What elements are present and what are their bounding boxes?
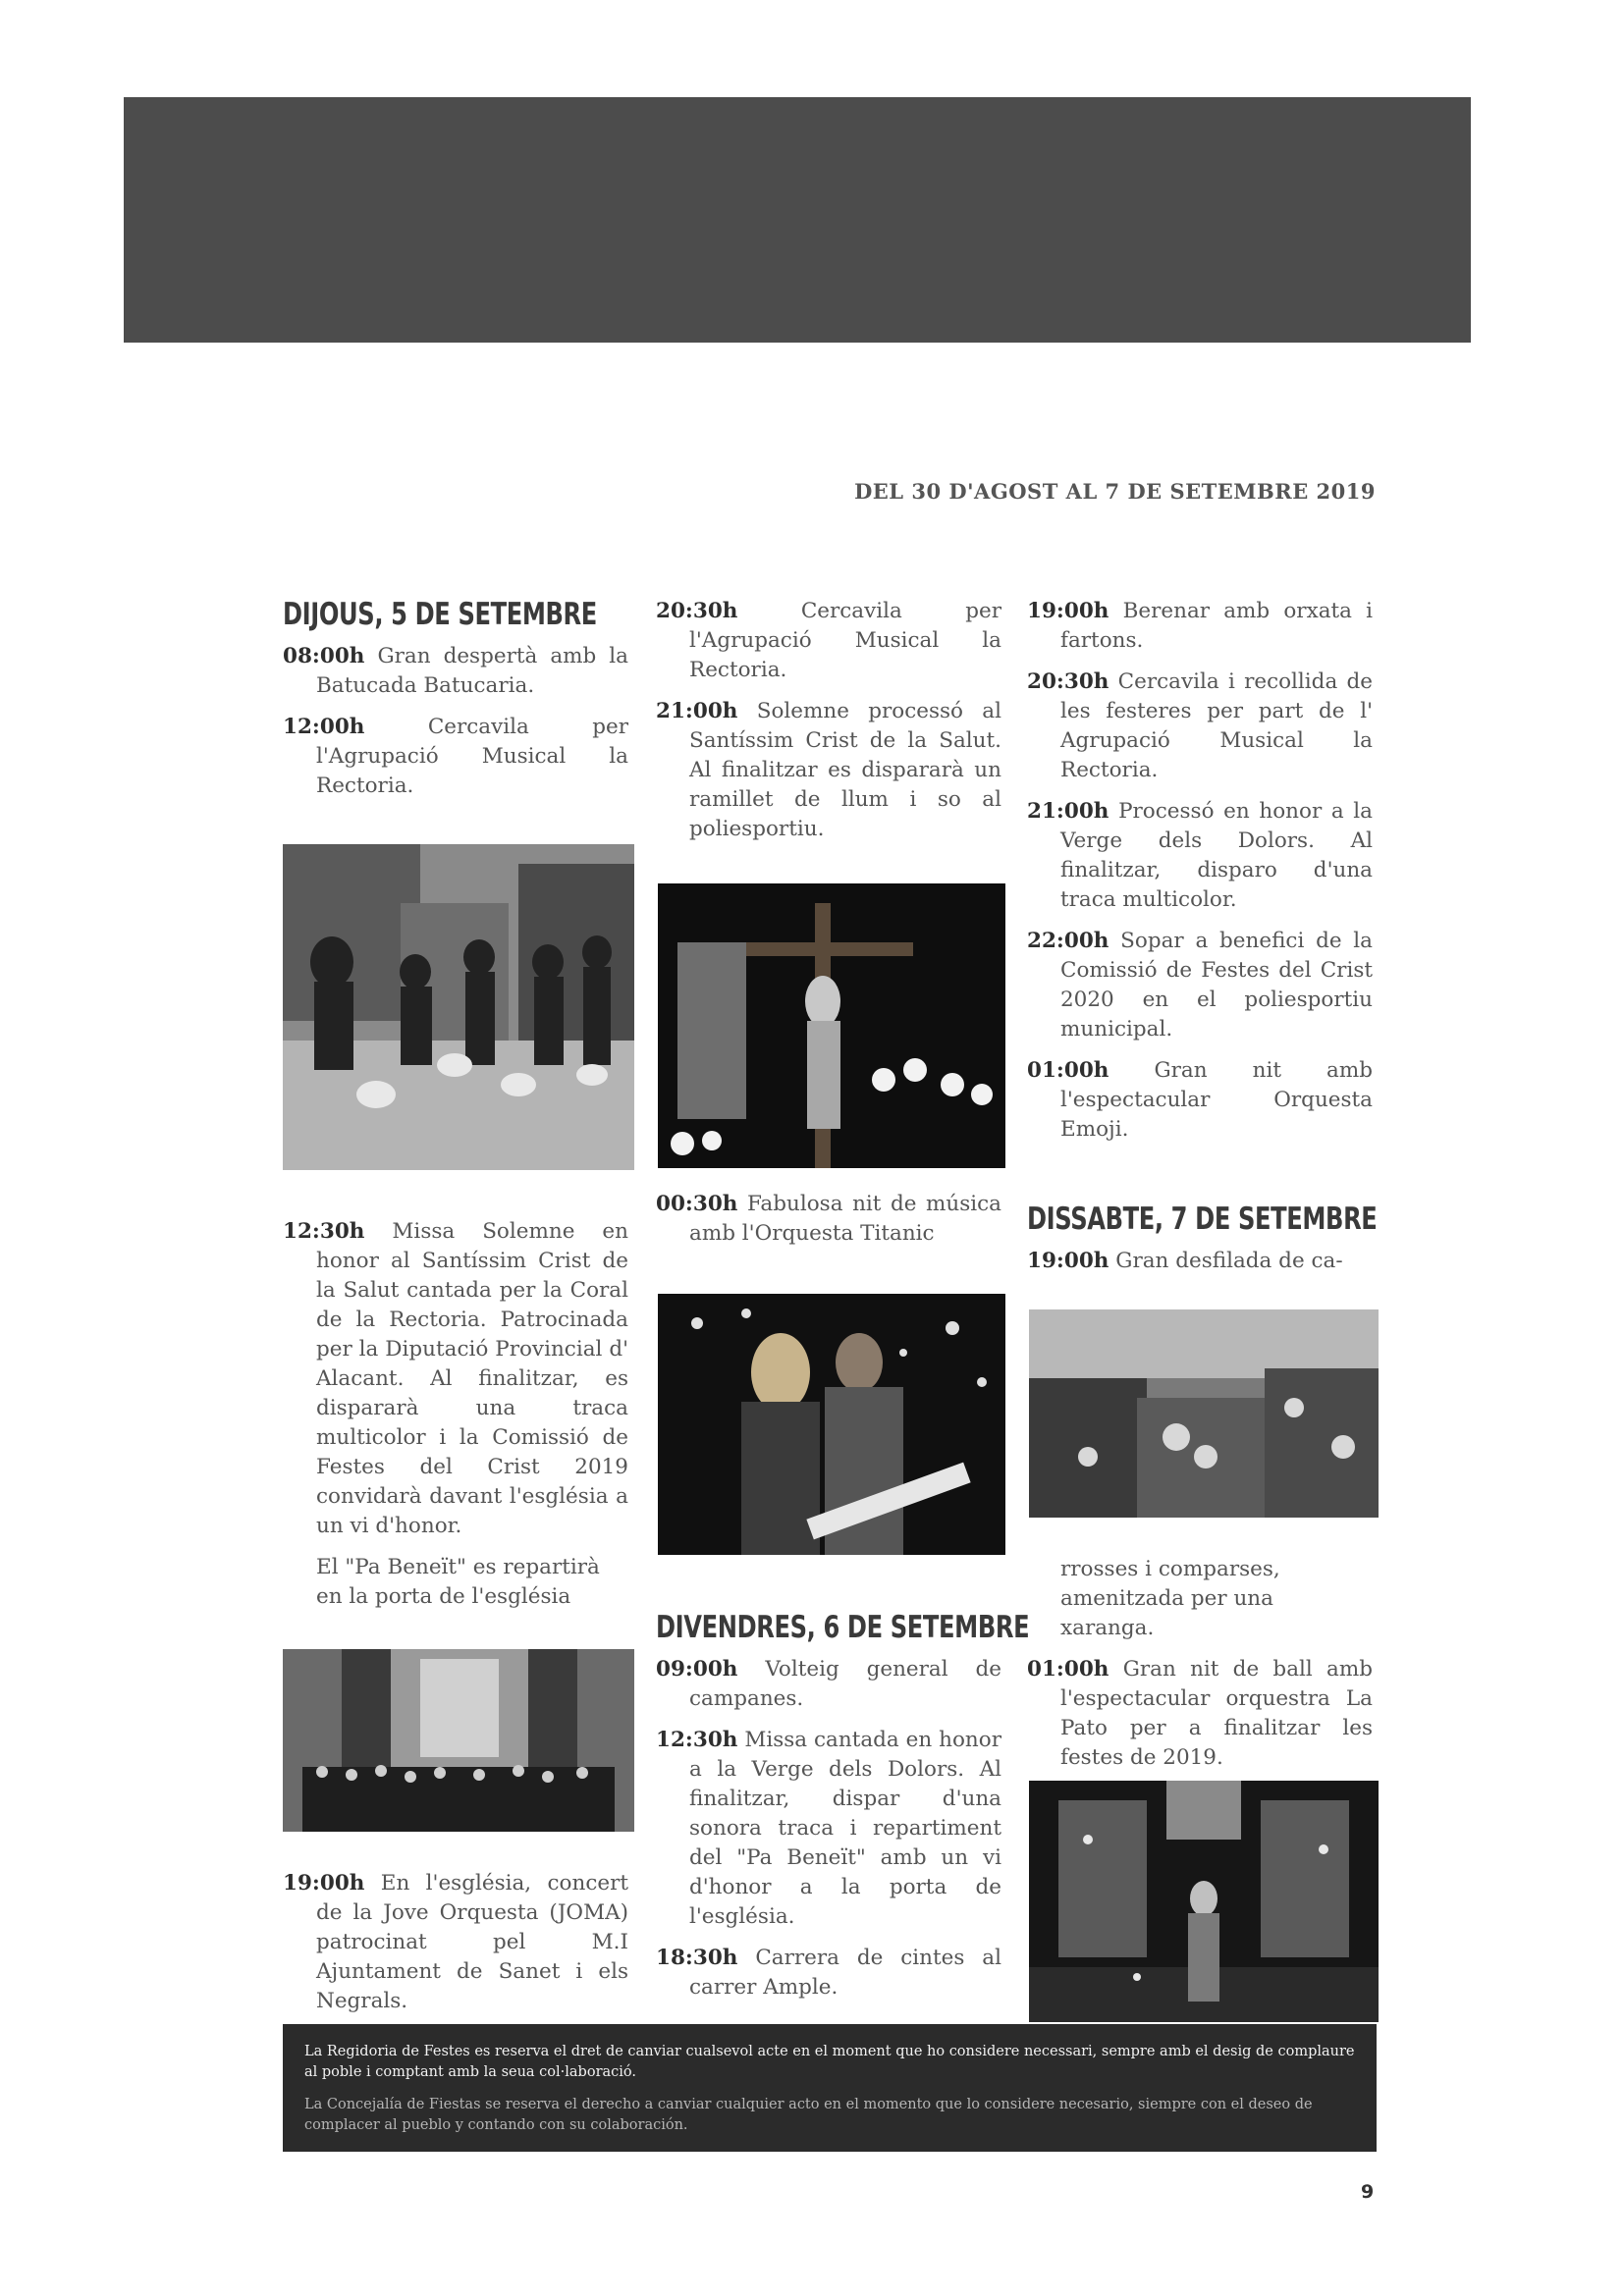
column-thursday-last: [283, 1869, 628, 2028]
event-item: 20:30h Cercavila i recollida de les festeres per part de l' Agrupació Musical la Rectoria.: [1027, 669, 1373, 782]
column-saturday-continued: [1027, 1555, 1373, 1785]
event-item: 20:30h Cercavila per l'Agrupació Musical la Rectoria.: [656, 599, 1001, 682]
event-item: 01:00h Gran nit amb l'espectacular Orquesta Emoji.: [1027, 1058, 1373, 1142]
event-item: 19:00h En l'església, concert de la Jove Orquesta (JOMA) patrocinat pel M.I Ajuntament de Sanet i els Negrals.: [283, 1871, 628, 2013]
column-thursday-evening: [656, 597, 1001, 856]
photo-crucifix: [658, 883, 1005, 1168]
event-item: 22:00h Sopar a benefici de la Comissió de Festes del Crist 2020 en el poliesportiu municipal.: [1027, 929, 1373, 1041]
photo-parade-floats: [1029, 1309, 1379, 1518]
event-item: 18:30h Carrera de cintes al carrer Ample.: [656, 1946, 1001, 2000]
column-friday-night: [656, 1190, 1001, 1260]
event-item: 12:30h Missa cantada en honor a la Verge dels Dolors. Al finalitzar, dispar d'una sonora traca i repartiment del "Pa Beneït" amb un vi d'honor a la porta de l'església.: [656, 1728, 1001, 1929]
event-item: 00:30h Fabulosa nit de música amb l'Orquesta Titanic: [656, 1192, 1001, 1246]
date-range: DEL 30 D'AGOST AL 7 DE SETEMBRE 2019: [854, 479, 1376, 504]
photo-church-choir: [283, 1649, 634, 1832]
disclaimer-box: [283, 2024, 1377, 2152]
day-heading-friday: DIVENDRES, 6 DE SETEMBRE: [656, 1610, 1030, 1645]
disclaimer-valencian: La Regidoria de Festes es reserva el dret de canviar cualsevol acte en el moment que ho considere necessari, sempre amb el desig de complaure al poble i comptant amb la seua col·laboració.: [304, 2044, 1355, 2080]
column-thursday: [283, 597, 628, 813]
photo-orchestra-titanic: [658, 1294, 1005, 1555]
page-number: 9: [1361, 2181, 1375, 2203]
day-heading-saturday: DISSABTE, 7 DE SETEMBRE: [1027, 1201, 1378, 1237]
event-continuation: rrosses i comparses, amenitzada per una xaranga.: [1060, 1557, 1280, 1640]
disclaimer-spanish: La Concejalía de Fiestas se reserva el derecho a canviar cualquier acto en el momento que lo considere necesario, siempre con el deseo de complacer al pueblo y contando con su colaboración.: [304, 2097, 1313, 2133]
event-item: 19:00h Gran desfilada de ca-: [1027, 1249, 1343, 1273]
event-item: 08:00h Gran despertà amb la Batucada Batucaria.: [283, 644, 628, 698]
photo-batucada: [283, 844, 634, 1170]
event-item: 09:00h Volteig general de campanes.: [656, 1657, 1002, 1711]
day-heading-thursday: DIJOUS, 5 DE SETEMBRE: [283, 597, 597, 632]
event-item: 21:00h Processó en honor a la Verge dels Dolors. Al finalitzar, disparo d'una traca multicolor.: [1027, 799, 1373, 912]
column-saturday: [1027, 1201, 1378, 1288]
photo-orchestra-la-pato: [1029, 1781, 1379, 2022]
event-item: 19:00h Berenar amb orxata i fartons.: [1027, 599, 1374, 653]
event-item: 21:00h Solemne processó al Santíssim Crist de la Salut. Al finalitzar es dispararà un ramillet de llum i so al poliesportiu.: [656, 699, 1001, 841]
header-banner: [124, 97, 1471, 343]
column-friday: [656, 1610, 1030, 2014]
event-item: 12:00h Cercavila per l'Agrupació Musical la Rectoria.: [283, 715, 628, 798]
event-item: 12:30h Missa Solemne en honor al Santíssim Crist de la Salut cantada per la Coral de la Rectoria. Patrocinada per la Diputació Provincial d' Alacant. Al finalitzar, es dispararà una traca multicolor i la Comissió de Festes del Crist 2019 convidarà davant l'església a un vi d'honor.: [283, 1219, 628, 1538]
pa-beneit-note: El "Pa Beneït" es repartirà en la porta de l'església: [316, 1555, 600, 1609]
column-friday-evening: [1027, 597, 1373, 1156]
event-item: 01:00h Gran nit de ball amb l'espectacular orquestra La Pato per a finalitzar les festes de 2019.: [1027, 1657, 1373, 1770]
column-thursday-continued: [283, 1217, 628, 1624]
